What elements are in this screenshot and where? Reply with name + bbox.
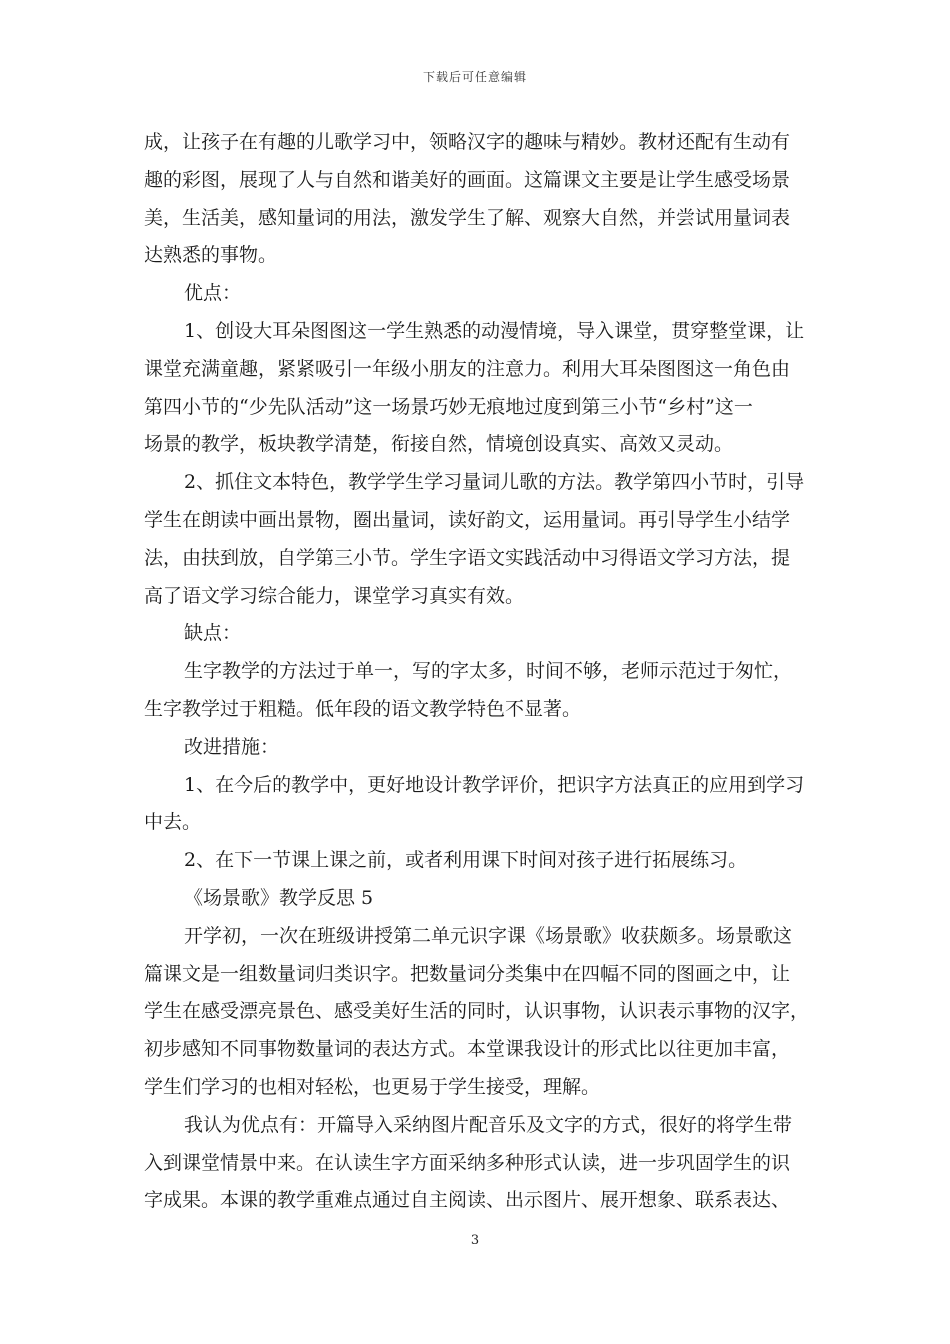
text-line: 趣的彩图，展现了人与自然和谐美好的画面。这篇课文主要是让学生感受场景 [144,168,791,191]
section-heading-improvements: 改进措施： [184,735,280,758]
text-line: 2、在下一节课上课之前，或者利用课下时间对孩子进行拓展练习。 [184,849,748,872]
text-line: 入到课堂情景中来。在认读生字方面采纳多种形式认读，进一步巩固学生的识 [144,1151,791,1174]
text-line: 字成果。本课的教学重难点通过自主阅读、出示图片、展开想象、联系表达、 [144,1189,791,1212]
text-line: 篇课文是一组数量词归类识字。把数量词分类集中在四幅不同的图画之中，让 [144,962,791,985]
text-line: 初步感知不同事物数量词的表达方式。本堂课我设计的形式比以往更加丰富， [144,1038,791,1061]
text-line: 1、创设大耳朵图图这一学生熟悉的动漫情境，导入课堂，贯穿整堂课，让 [184,319,805,342]
text-line: 学生们学习的也相对轻松，也更易于学生接受，理解。 [144,1075,601,1098]
text-line: 学生在感受漂亮景色、感受美好生活的同时，认识事物，认识表示事物的汉字， [144,1000,810,1023]
document-body [144,124,812,1220]
text-line: 法，由扶到放，自学第三小节。学生字语文实践活动中习得语文学习方法，提 [144,546,791,569]
page-number: 3 [470,1233,480,1248]
text-line: 场景的教学，板块教学清楚，衔接自然，情境创设真实、高效又灵动。 [144,433,734,456]
text-line: 课堂充满童趣，紧紧吸引一年级小朋友的注意力。利用大耳朵图图这一角色由 [144,357,791,380]
text-line: 生字教学过于粗糙。低年段的语文教学特色不显著。 [144,697,582,720]
text-line: 1、在今后的教学中，更好地设计教学评价，把识字方法真正的应用到学习 [184,773,805,796]
text-line: 高了语文学习综合能力，课堂学习真实有效。 [144,584,525,607]
text-line: 我认为优点有：开篇导入采纳图片配音乐及文字的方式，很好的将学生带 [184,1113,793,1136]
text-line: 第四小节的“少先队活动”这一场景巧妙无痕地过度到第三小节“乡村”这一 [144,395,753,418]
text-line: 达熟悉的事物。 [144,244,278,267]
section-title: 《场景歌》教学反思 5 [184,886,374,909]
text-line: 开学初，一次在班级讲授第二单元识字课《场景歌》收获颇多。场景歌这 [184,924,793,947]
section-heading-disadvantages: 缺点： [184,622,242,645]
page-header-note: 下载后可任意编辑 [422,70,527,84]
text-line: 学生在朗读中画出景物，圈出量词，读好韵文，运用量词。再引导学生小结学 [144,508,791,531]
text-line: 中去。 [144,811,202,834]
text-line: 美，生活美，感知量词的用法，激发学生了解、观察大自然，并尝试用量词表 [144,206,791,229]
text-line: 2、抓住文本特色，教学学生学习量词儿歌的方法。教学第四小节时，引导 [184,471,805,494]
section-heading-advantages: 优点： [184,282,242,305]
text-line: 生字教学的方法过于单一，写的字太多，时间不够，老师示范过于匆忙， [184,660,793,683]
text-line: 成，让孩子在有趣的儿歌学习中，领略汉字的趣味与精妙。教材还配有生动有 [144,131,791,153]
